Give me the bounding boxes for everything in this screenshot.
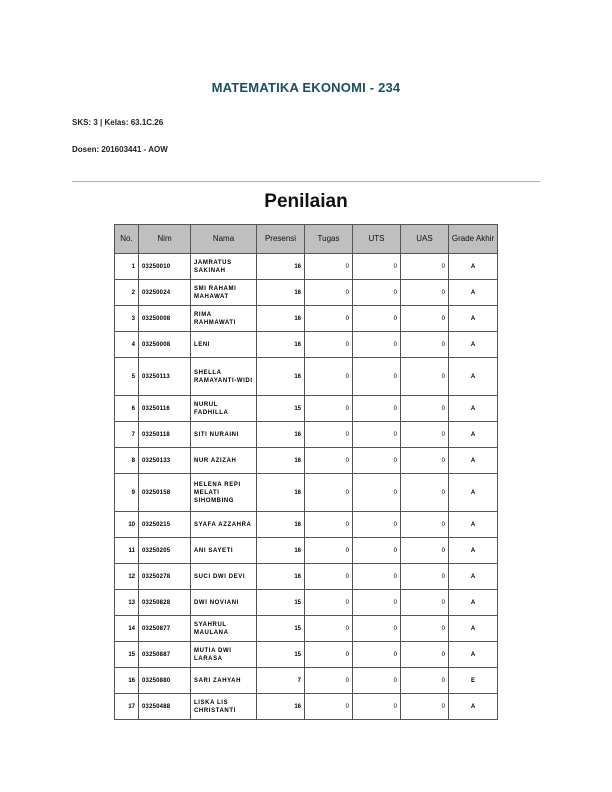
cell-grade: A (449, 306, 498, 332)
cell-presensi: 16 (257, 254, 305, 280)
cell-nama: SITI NURAINI (191, 422, 257, 448)
cell-uas: 0 (401, 642, 449, 668)
cell-grade: A (449, 332, 498, 358)
cell-tugas: 0 (305, 422, 353, 448)
cell-no: 5 (115, 358, 139, 396)
cell-presensi: 15 (257, 642, 305, 668)
cell-nim: 03250008 (139, 332, 191, 358)
cell-uts: 0 (353, 694, 401, 720)
cell-presensi: 16 (257, 694, 305, 720)
cell-grade: A (449, 396, 498, 422)
cell-grade: A (449, 474, 498, 512)
cell-tugas: 0 (305, 358, 353, 396)
cell-nama: SHELLA RAMAYANTI-WIDI (191, 358, 257, 396)
cell-presensi: 16 (257, 306, 305, 332)
cell-nim: 03250828 (139, 590, 191, 616)
table-row (115, 668, 498, 694)
cell-tugas: 0 (305, 332, 353, 358)
cell-grade: A (449, 642, 498, 668)
cell-uas: 0 (401, 538, 449, 564)
cell-nama: LENI (191, 332, 257, 358)
cell-presensi: 16 (257, 332, 305, 358)
cell-nim: 03250008 (139, 306, 191, 332)
table-row (115, 358, 498, 396)
col-header-nim: Nim (139, 225, 191, 254)
cell-no: 9 (115, 474, 139, 512)
cell-nim: 03250024 (139, 280, 191, 306)
cell-grade: A (449, 358, 498, 396)
cell-grade: A (449, 694, 498, 720)
cell-tugas: 0 (305, 512, 353, 538)
cell-grade: A (449, 254, 498, 280)
cell-nama: LISKA LIS CHRISTANTI (191, 694, 257, 720)
cell-presensi: 16 (257, 538, 305, 564)
cell-uas: 0 (401, 564, 449, 590)
cell-uts: 0 (353, 448, 401, 474)
table-row (115, 642, 498, 668)
cell-nim: 03250877 (139, 616, 191, 642)
col-header-presensi: Presensi (257, 225, 305, 254)
cell-grade: A (449, 280, 498, 306)
cell-no: 6 (115, 396, 139, 422)
cell-uas: 0 (401, 280, 449, 306)
cell-tugas: 0 (305, 538, 353, 564)
table-row (115, 512, 498, 538)
cell-presensi: 16 (257, 422, 305, 448)
sks-kelas-info: SKS: 3 | Kelas: 63.1C.26 (72, 118, 164, 127)
cell-uts: 0 (353, 538, 401, 564)
col-header-uas: UAS (401, 225, 449, 254)
cell-grade: A (449, 590, 498, 616)
cell-uas: 0 (401, 474, 449, 512)
table-row (115, 616, 498, 642)
cell-no: 8 (115, 448, 139, 474)
cell-no: 1 (115, 254, 139, 280)
cell-nim: 03250205 (139, 538, 191, 564)
cell-tugas: 0 (305, 396, 353, 422)
cell-uts: 0 (353, 474, 401, 512)
cell-uas: 0 (401, 396, 449, 422)
grades-table (114, 224, 498, 720)
cell-uas: 0 (401, 616, 449, 642)
cell-tugas: 0 (305, 642, 353, 668)
cell-nama: RIMA RAHMAWATI (191, 306, 257, 332)
cell-grade: A (449, 512, 498, 538)
cell-presensi: 15 (257, 590, 305, 616)
cell-uas: 0 (401, 512, 449, 538)
cell-no: 16 (115, 668, 139, 694)
table-row (115, 448, 498, 474)
cell-uas: 0 (401, 668, 449, 694)
cell-nim: 03250278 (139, 564, 191, 590)
cell-nim: 03250116 (139, 396, 191, 422)
table-row (115, 306, 498, 332)
col-header-no: No. (115, 225, 139, 254)
cell-no: 10 (115, 512, 139, 538)
divider (72, 181, 540, 182)
cell-no: 15 (115, 642, 139, 668)
cell-no: 2 (115, 280, 139, 306)
table-row (115, 564, 498, 590)
table-row (115, 474, 498, 512)
cell-presensi: 16 (257, 564, 305, 590)
cell-grade: A (449, 616, 498, 642)
cell-presensi: 16 (257, 358, 305, 396)
cell-tugas: 0 (305, 590, 353, 616)
cell-uts: 0 (353, 358, 401, 396)
col-header-nama: Nama (191, 225, 257, 254)
col-header-tugas: Tugas (305, 225, 353, 254)
col-header-uts: UTS (353, 225, 401, 254)
cell-grade: A (449, 564, 498, 590)
section-title: Penilaian (264, 191, 348, 212)
cell-no: 12 (115, 564, 139, 590)
cell-presensi: 16 (257, 512, 305, 538)
cell-tugas: 0 (305, 448, 353, 474)
cell-uts: 0 (353, 564, 401, 590)
cell-uas: 0 (401, 694, 449, 720)
cell-presensi: 7 (257, 668, 305, 694)
cell-grade: A (449, 448, 498, 474)
cell-no: 13 (115, 590, 139, 616)
cell-uas: 0 (401, 254, 449, 280)
cell-nim: 03250113 (139, 358, 191, 396)
cell-grade: A (449, 538, 498, 564)
cell-grade: E (449, 668, 498, 694)
cell-no: 7 (115, 422, 139, 448)
cell-presensi: 15 (257, 396, 305, 422)
cell-tugas: 0 (305, 254, 353, 280)
cell-tugas: 0 (305, 668, 353, 694)
table-row (115, 254, 498, 280)
cell-tugas: 0 (305, 280, 353, 306)
cell-nama: SUCI DWI DEVI (191, 564, 257, 590)
cell-nama: SYAFA AZZAHRA (191, 512, 257, 538)
cell-presensi: 16 (257, 280, 305, 306)
cell-nim: 03250488 (139, 694, 191, 720)
cell-uas: 0 (401, 306, 449, 332)
table-row (115, 694, 498, 720)
table-body (115, 254, 498, 720)
cell-uts: 0 (353, 616, 401, 642)
cell-uts: 0 (353, 642, 401, 668)
table-row (115, 538, 498, 564)
table-row (115, 396, 498, 422)
cell-nama: JAMRATUS SAKINAH (191, 254, 257, 280)
cell-presensi: 16 (257, 474, 305, 512)
table-header-row (115, 225, 498, 254)
cell-uts: 0 (353, 590, 401, 616)
cell-uts: 0 (353, 254, 401, 280)
cell-uts: 0 (353, 512, 401, 538)
course-title: MATEMATIKA EKONOMI - 234 (211, 80, 401, 95)
cell-uas: 0 (401, 422, 449, 448)
cell-tugas: 0 (305, 694, 353, 720)
cell-presensi: 16 (257, 448, 305, 474)
cell-nama: NUR AZIZAH (191, 448, 257, 474)
cell-nim: 03250133 (139, 448, 191, 474)
cell-nim: 03250887 (139, 642, 191, 668)
cell-uas: 0 (401, 332, 449, 358)
cell-nim: 03250010 (139, 254, 191, 280)
cell-uas: 0 (401, 448, 449, 474)
cell-tugas: 0 (305, 616, 353, 642)
cell-nama: SYAHRUL MAULANA (191, 616, 257, 642)
col-header-grade-akhir: Grade Akhir (449, 225, 498, 254)
cell-nama: HELENA REPI MELATI SIHOMBING (191, 474, 257, 512)
cell-no: 11 (115, 538, 139, 564)
cell-no: 17 (115, 694, 139, 720)
table-row (115, 332, 498, 358)
table-row (115, 280, 498, 306)
cell-uts: 0 (353, 668, 401, 694)
cell-uts: 0 (353, 422, 401, 448)
table-row (115, 422, 498, 448)
cell-grade: A (449, 422, 498, 448)
cell-uts: 0 (353, 396, 401, 422)
cell-nim: 03250118 (139, 422, 191, 448)
cell-nim: 03250215 (139, 512, 191, 538)
cell-nama: SMI RAHAMI MAHAWAT (191, 280, 257, 306)
cell-nama: MUTIA DWI LARASA (191, 642, 257, 668)
cell-no: 3 (115, 306, 139, 332)
dosen-info: Dosen: 201603441 - AOW (72, 145, 168, 154)
cell-tugas: 0 (305, 474, 353, 512)
cell-uas: 0 (401, 590, 449, 616)
cell-uas: 0 (401, 358, 449, 396)
cell-nama: NURUL FADHILLA (191, 396, 257, 422)
cell-nim: 03250880 (139, 668, 191, 694)
cell-nama: DWI NOVIANI (191, 590, 257, 616)
cell-tugas: 0 (305, 564, 353, 590)
cell-tugas: 0 (305, 306, 353, 332)
cell-uts: 0 (353, 332, 401, 358)
cell-no: 14 (115, 616, 139, 642)
cell-no: 4 (115, 332, 139, 358)
cell-presensi: 15 (257, 616, 305, 642)
cell-uts: 0 (353, 306, 401, 332)
cell-nama: SARI ZAHYAH (191, 668, 257, 694)
cell-nim: 03250158 (139, 474, 191, 512)
cell-nama: ANI SAYETI (191, 538, 257, 564)
table-row (115, 590, 498, 616)
cell-uts: 0 (353, 280, 401, 306)
